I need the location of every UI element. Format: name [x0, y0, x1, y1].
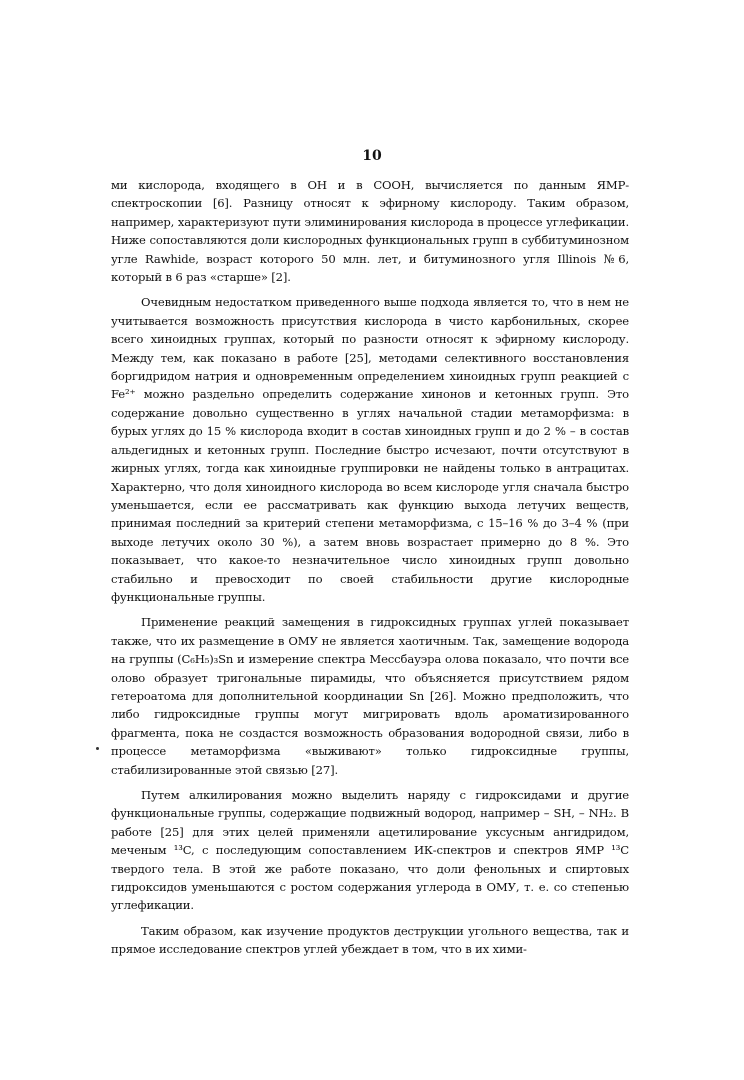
- page-number: 10: [362, 148, 382, 164]
- scan-artifact-dot: [96, 747, 99, 750]
- body-text: [111, 176, 629, 966]
- paragraph-alkylation: Путем алкилирования можно выделить наряду с гидроксидами и другие функциональные группы, содержащие подвижный водород, например – SH, – NH₂. В работе [25] для этих целей применяли ацетилирование уксусным ангидридом, меченым ¹³C, с последующим сопоставлением ИК-спектров и спектров ЯМР ¹³C твердого тела. В этой же работе показано, что доли фенольных и спиртовых гидроксидов уменьшаются с ростом содержания углерода в ОМУ, т. е. со степенью углефикации.: [111, 788, 629, 913]
- paragraph-quinoid-oxygen: Очевидным недостатком приведенного выше подхода является то, что в нем не учитывается возможность присутствия кислорода в чисто карбонильных, скорее всего хиноидных группах, который по разности относят к эфирному кислороду. Между тем, как показано в работе [25], методами селективного восстановления боргидридом натрия и одновременным определением хиноидных групп реакцией с Fe²⁺ можно раздельно определить содержание хинонов и кетонных групп. Это содержание довольно существенно в углях начальной стадии метаморфизма: в бурых углях до 15 % кислорода входит в состав хиноидных групп и до 2 % – в состав альдегидных и кетонных групп. Последние быстро исчезают, почти отсутствуют в жирных углях, тогда как хиноидные группировки не найдены только в антрацитах. Характерно, что доля хиноидного кислорода во всем кислороде угля сначала быстро уменьшается, если ее рассматривать как функцию выхода летучих веществ, принимая последний за критерий степени метаморфизма, с 15–16 % до 3–4 % (при выходе летучих около 30 %), а затем вновь возрастает примерно до 8 %. Это показывает, что какое-то незначительное число хиноидных групп довольно стабильно и превосходит по своей стабильности другие кислородные функциональные группы.: [111, 295, 629, 604]
- paragraph-conclusion: Таким образом, как изучение продуктов деструкции угольного вещества, так и прямое исследование спектров углей убеждает в том, что в их хими-: [111, 923, 629, 957]
- paragraph-continuation: ми кислорода, входящего в OH и в COOH, вычисляется по данным ЯМР-спектроскопии [6]. Разницу относят к эфирному кислороду. Таким образом, например, характеризуют пути элиминирования кислорода в процессе углефикации. Ниже сопоставляются доли кислородных функциональных групп в суббитуминозном угле Rawhide, возраст которого 50 млн. лет, и битуминозного угля Illinois №6, который в 6 раз «старше» [2].: [111, 178, 629, 285]
- paragraph-substitution-reactions: Применение реакций замещения в гидроксидных группах углей показывает также, что их размещение в ОМУ не является хаотичным. Так, замещение водорода на группы (C₆H₅)₃Sn и измерение спектра Мессбауэра олова показало, что почти все олово образует тригональные пирамиды, что объясняется присутствием рядом гетероатома для дополнительной координации Sn [26]. Можно предположить, что либо гидроксидные группы могут мигрировать вдоль ароматизированного фрагмента, пока не создастся возможность образования водородной связи, либо в процессе метаморфизма «выживают» только гидроксидные группы, стабилизированные этой связью [27].: [111, 615, 629, 777]
